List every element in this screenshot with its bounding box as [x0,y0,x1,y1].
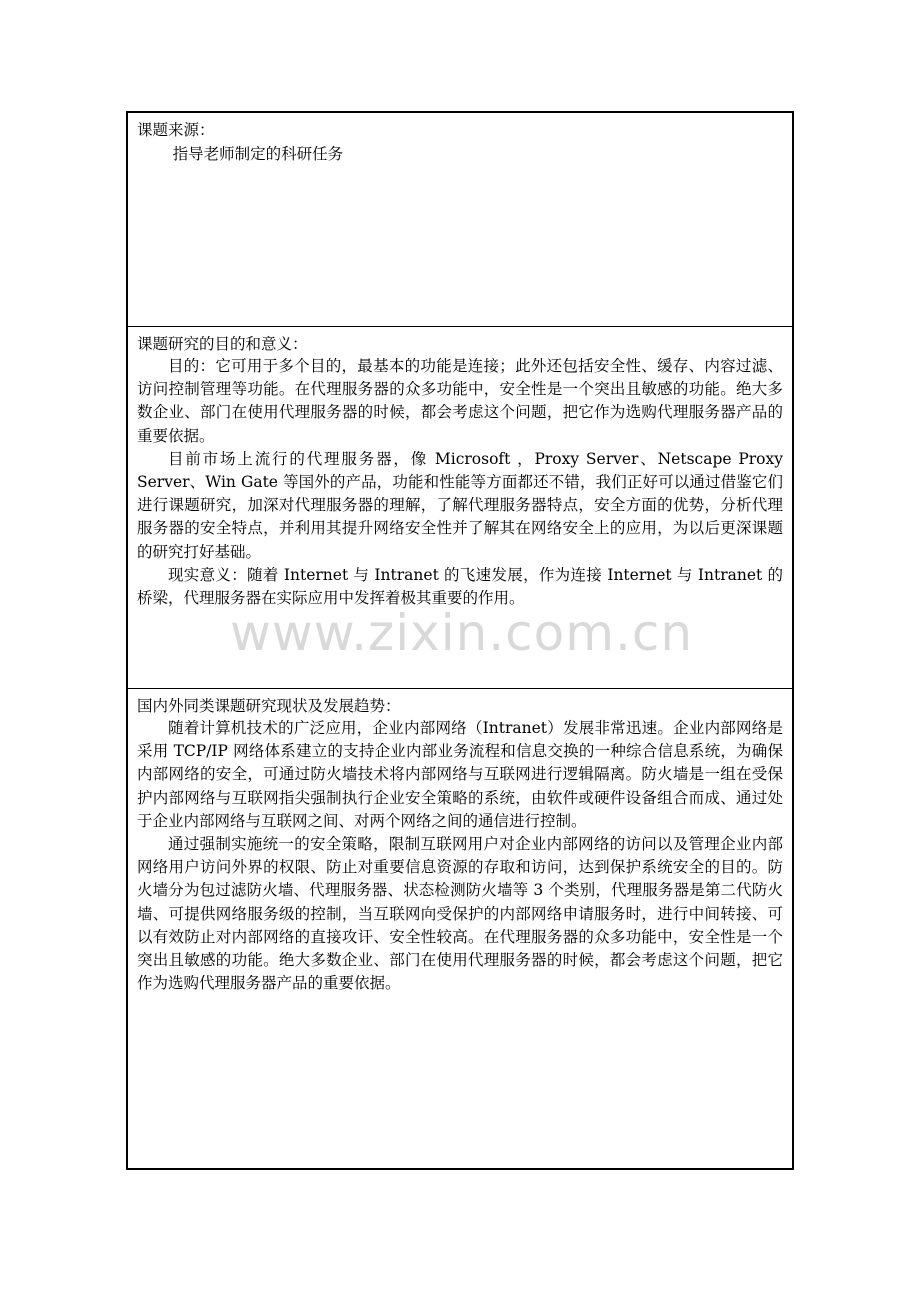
purpose-paragraph: 现实意义：随着 Internet 与 Intranet 的飞速发展，作为连接 Internet 与 Intranet 的桥梁，代理服务器在实际应用中发挥着极其重要的作用。 [137,565,783,608]
source-text: 指导老师制定的科研任务 [172,145,344,163]
section-topic-source [128,113,792,326]
section-heading-source: 课题来源： [137,121,215,139]
proposal-form-table [126,111,794,1170]
purpose-paragraph: 目的：它可用于多个目的，最基本的功能是连接；此外还包括安全性、缓存、内容过滤、访问控制管理等功能。在代理服务器的众多功能中，安全性是一个突出且敏感的功能。绝大多数企业、部门在使用代理服务器的时候，都会考虑这个问题，把它作为选购代理服务器产品的重要依据。 [137,357,783,445]
purpose-paragraph: 目前市场上流行的代理服务器，像 Microsoft ，Proxy Server、Netscape Proxy Server、Win Gate 等国外的产品，功能和性能等方面都还不错，我们正好可以通过借鉴它们进行课题研究，加深对代理服务器的理解，了解代理服务器特点，安全方面的优势，分析代理服务器的安全特点，并利用其提升网络安全性并了解其在网络安全上的应用，为以后更深课题的研究打好基础。 [137,449,783,561]
status-paragraph: 通过强制实施统一的安全策略，限制互联网用户对企业内部网络的访问以及管理企业内部网络用户访问外界的权限、防止对重要信息资源的存取和访问，达到保护系统安全的目的。防火墙分为包过滤防火墙、代理服务器、状态检测防火墙等 3 个类别，代理服务器是第二代防火墙、可提供网络服务级的控制，当互联网向受保护的内部网络申请服务时，进行中间转接、可以有效防止对内部网络的直接攻讦、安全性较高。在代理服务器的众多功能中，安全性是一个突出且敏感的功能。绝大多数企业、部门在使用代理服务器的时候，都会考虑这个问题，把它作为选购代理服务器产品的重要依据。 [137,835,783,993]
section-purpose-significance [128,326,792,688]
section-heading-purpose: 课题研究的目的和意义： [137,335,308,353]
status-paragraph: 随着计算机技术的广泛应用，企业内部网络（Intranet）发展非常迅速。企业内部网络是采用 TCP/IP 网络体系建立的支持企业内部业务流程和信息交换的一种综合信息系统，为确保内部网络的安全，可通过防火墙技术将内部网络与互联网进行逻辑隔离。防火墙是一组在受保护内部网络与互联网指尖强制执行企业安全策略的系统，由软件或硬件设备组合而成、通过处于企业内部网络与互联网之间、对两个网络之间的通信进行控制。 [137,719,783,830]
section-research-status [128,688,792,1168]
section-heading-status: 国内外同类课题研究现状及发展趋势： [137,697,401,715]
watermark-text: www.zixin.com.cn [230,604,694,662]
